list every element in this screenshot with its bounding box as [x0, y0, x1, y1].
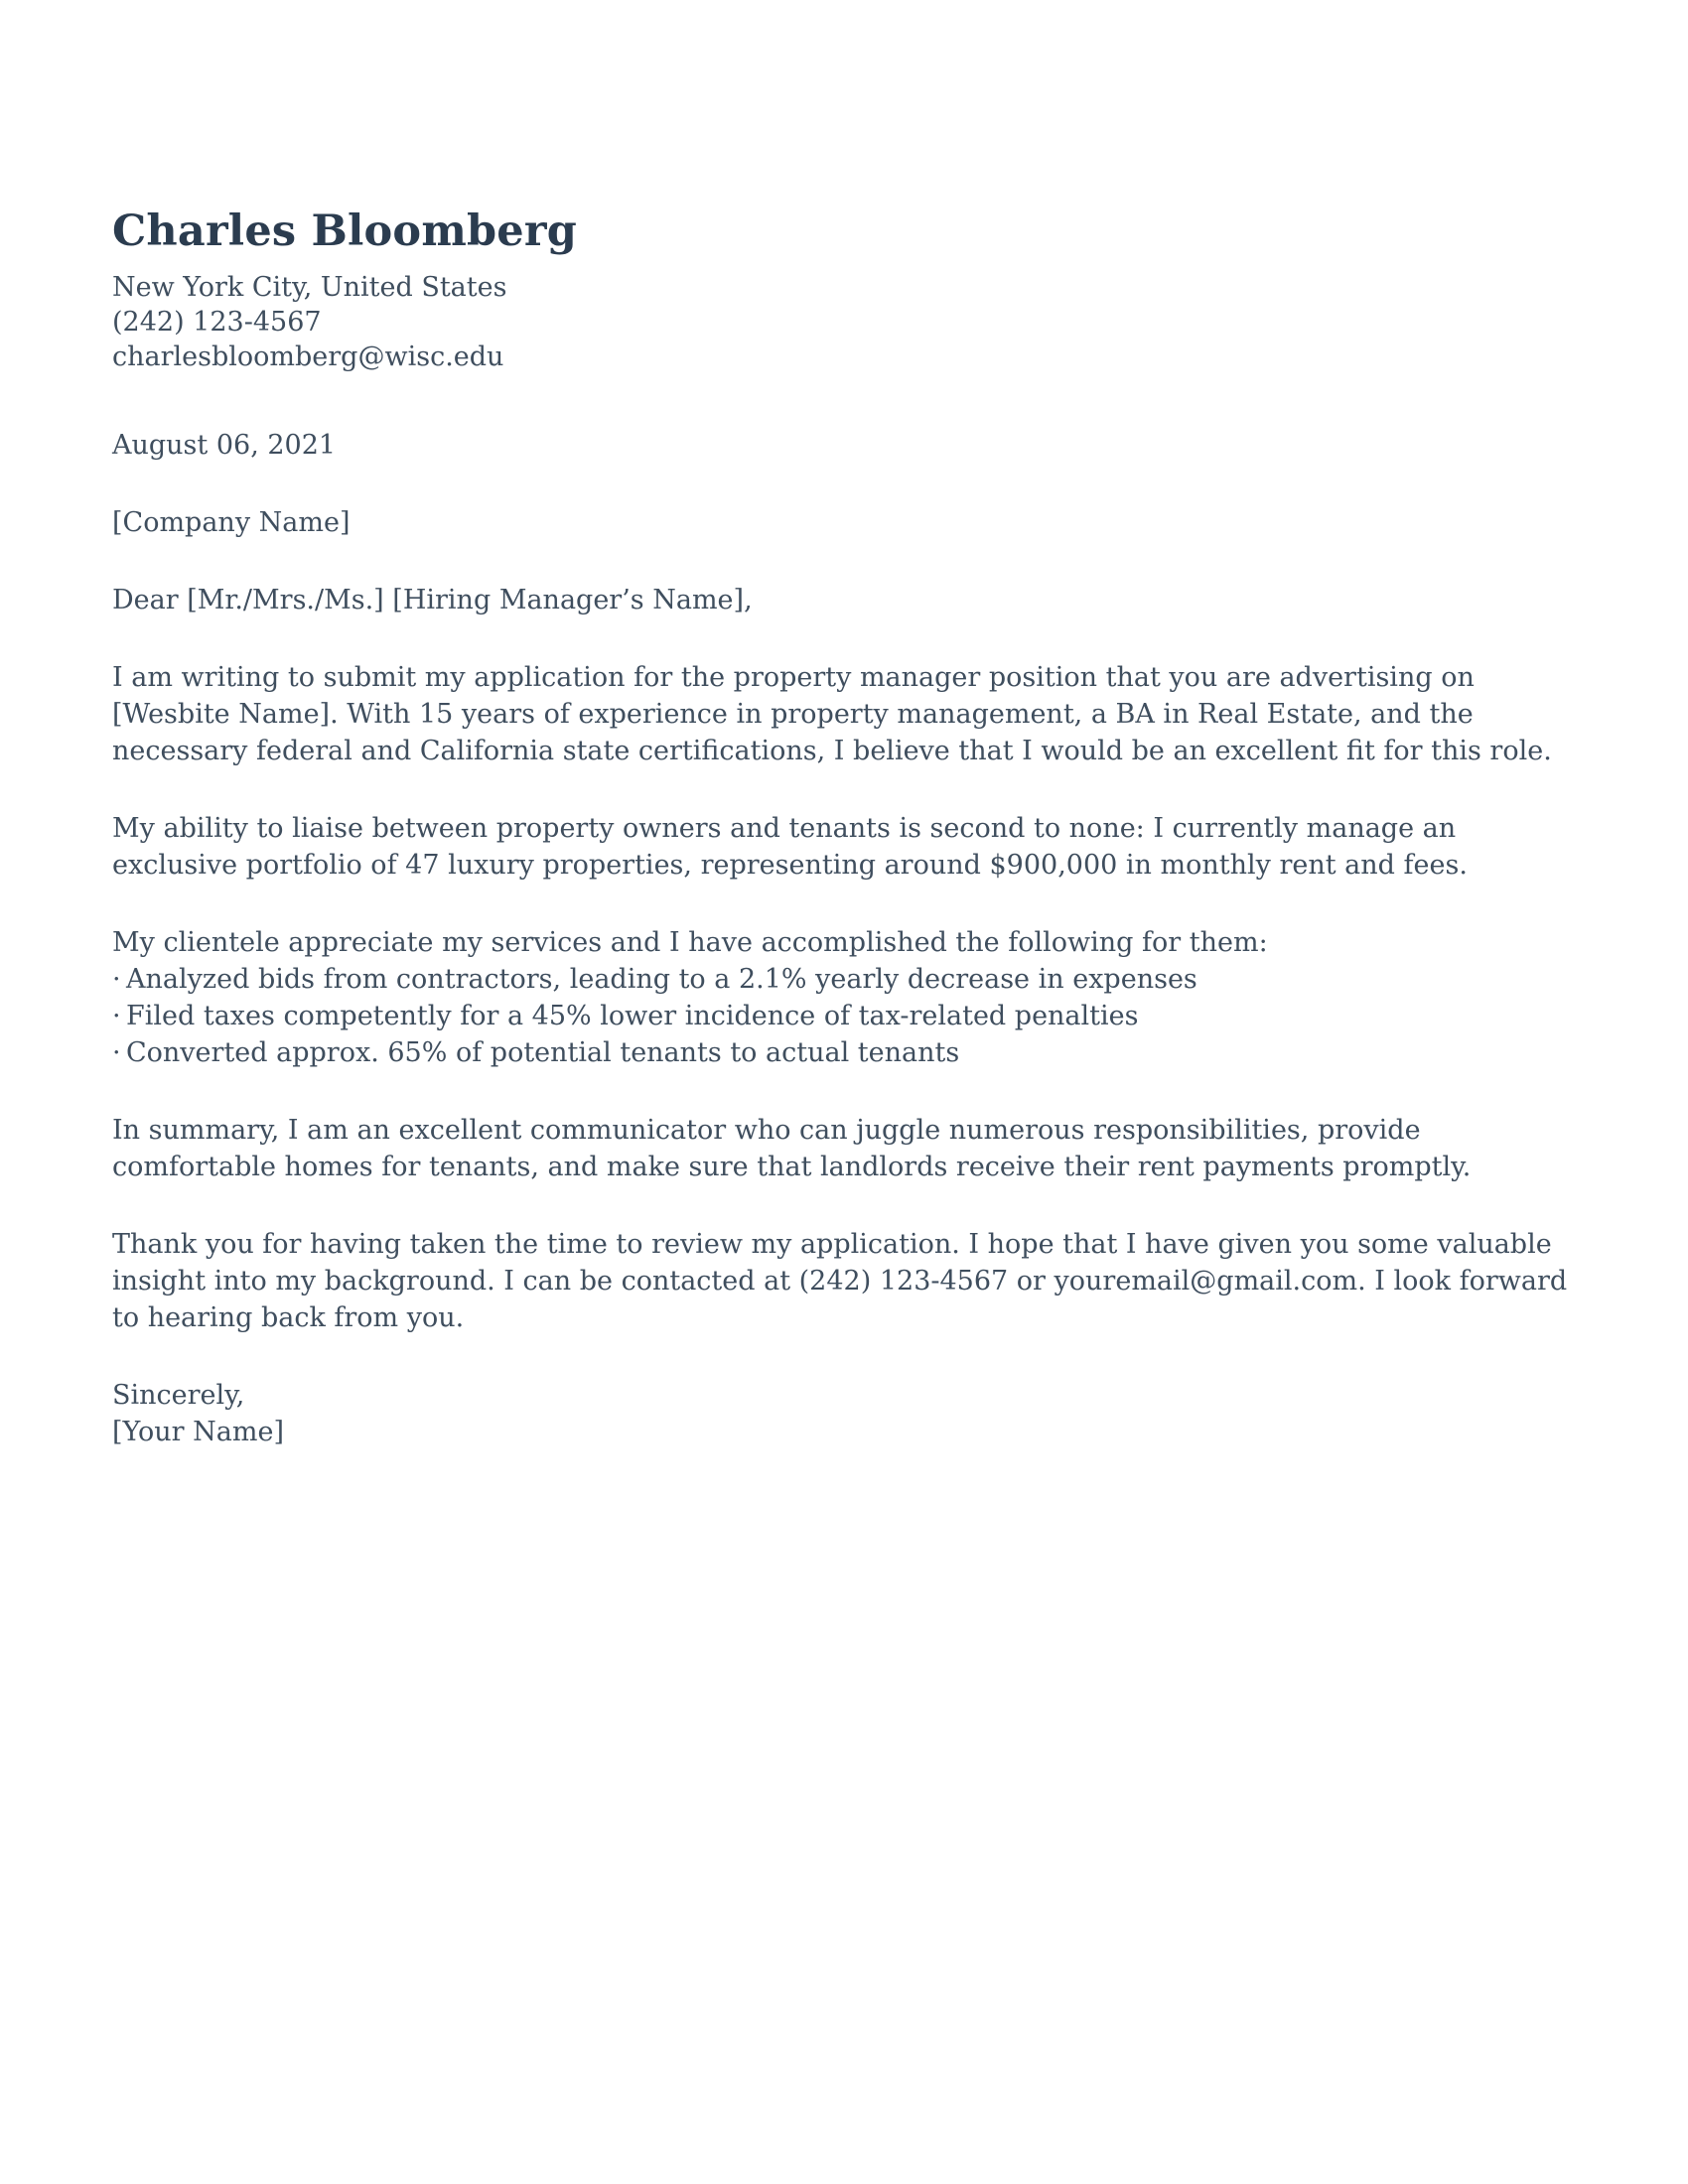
list-item	[112, 1034, 1577, 1071]
sender-name: Charles Bloomberg	[112, 206, 577, 256]
sender-email: charlesbloomberg@wisc.edu	[112, 341, 504, 372]
signature-placeholder: [Your Name]	[112, 1417, 284, 1447]
paragraph-portfolio: My ability to liaise between property owners and tenants is second to none: I currently manage an exclusive portfolio of 47 luxury properties, representing around $900,000 in monthly rent and fees.	[112, 813, 1468, 881]
letter-date: August 06, 2021	[112, 430, 337, 461]
bullet-text: Filed taxes competently for a 45% lower incidence of tax-related penalties	[126, 1001, 1139, 1031]
salutation: Dear [Mr./Mrs./Ms.] [Hiring Manager’s Name],	[112, 585, 753, 615]
bullet-dot-icon: ·	[112, 964, 121, 995]
bullet-dot-icon: ·	[112, 1001, 121, 1031]
bullet-text: Converted approx. 65% of potential tenants to actual tenants	[126, 1037, 960, 1068]
sender-location: New York City, United States	[112, 272, 507, 303]
paragraph-application: I am writing to submit my application for the property manager position that you are advertising on [Wesbite Name]. With 15 years of experience in property management, a BA in Real Estate, and the necessary federal and California state certifications, I believe that I would be an excellent fit for this role.	[112, 662, 1552, 766]
list-item	[112, 961, 1577, 998]
sender-phone: (242) 123-4567	[112, 307, 322, 338]
paragraph-summary: In summary, I am an excellent communicator who can juggle numerous responsibilities, provide comfortable homes for tenants, and make sure that landlords receive their rent payments promptly.	[112, 1115, 1472, 1182]
letter-header	[112, 205, 1577, 374]
paragraph-accomplishments-intro: My clientele appreciate my services and I have accomplished the following for them:	[112, 927, 1268, 958]
valediction: Sincerely,	[112, 1380, 245, 1411]
bullet-text: Analyzed bids from contractors, leading to a 2.1% yearly decrease in expenses	[126, 964, 1197, 995]
bullet-dot-icon: ·	[112, 1037, 121, 1068]
recipient-company: [Company Name]	[112, 507, 351, 538]
list-item	[112, 998, 1577, 1034]
accomplishments-list	[112, 961, 1577, 1071]
closing-block	[112, 1377, 1577, 1450]
paragraph-thanks: Thank you for having taken the time to review my application. I hope that I have given you some valuable insight into my background. I can be contacted at (242) 123-4567 or youremail@gmail.com. I look forward to hearing back from you.	[112, 1229, 1568, 1333]
